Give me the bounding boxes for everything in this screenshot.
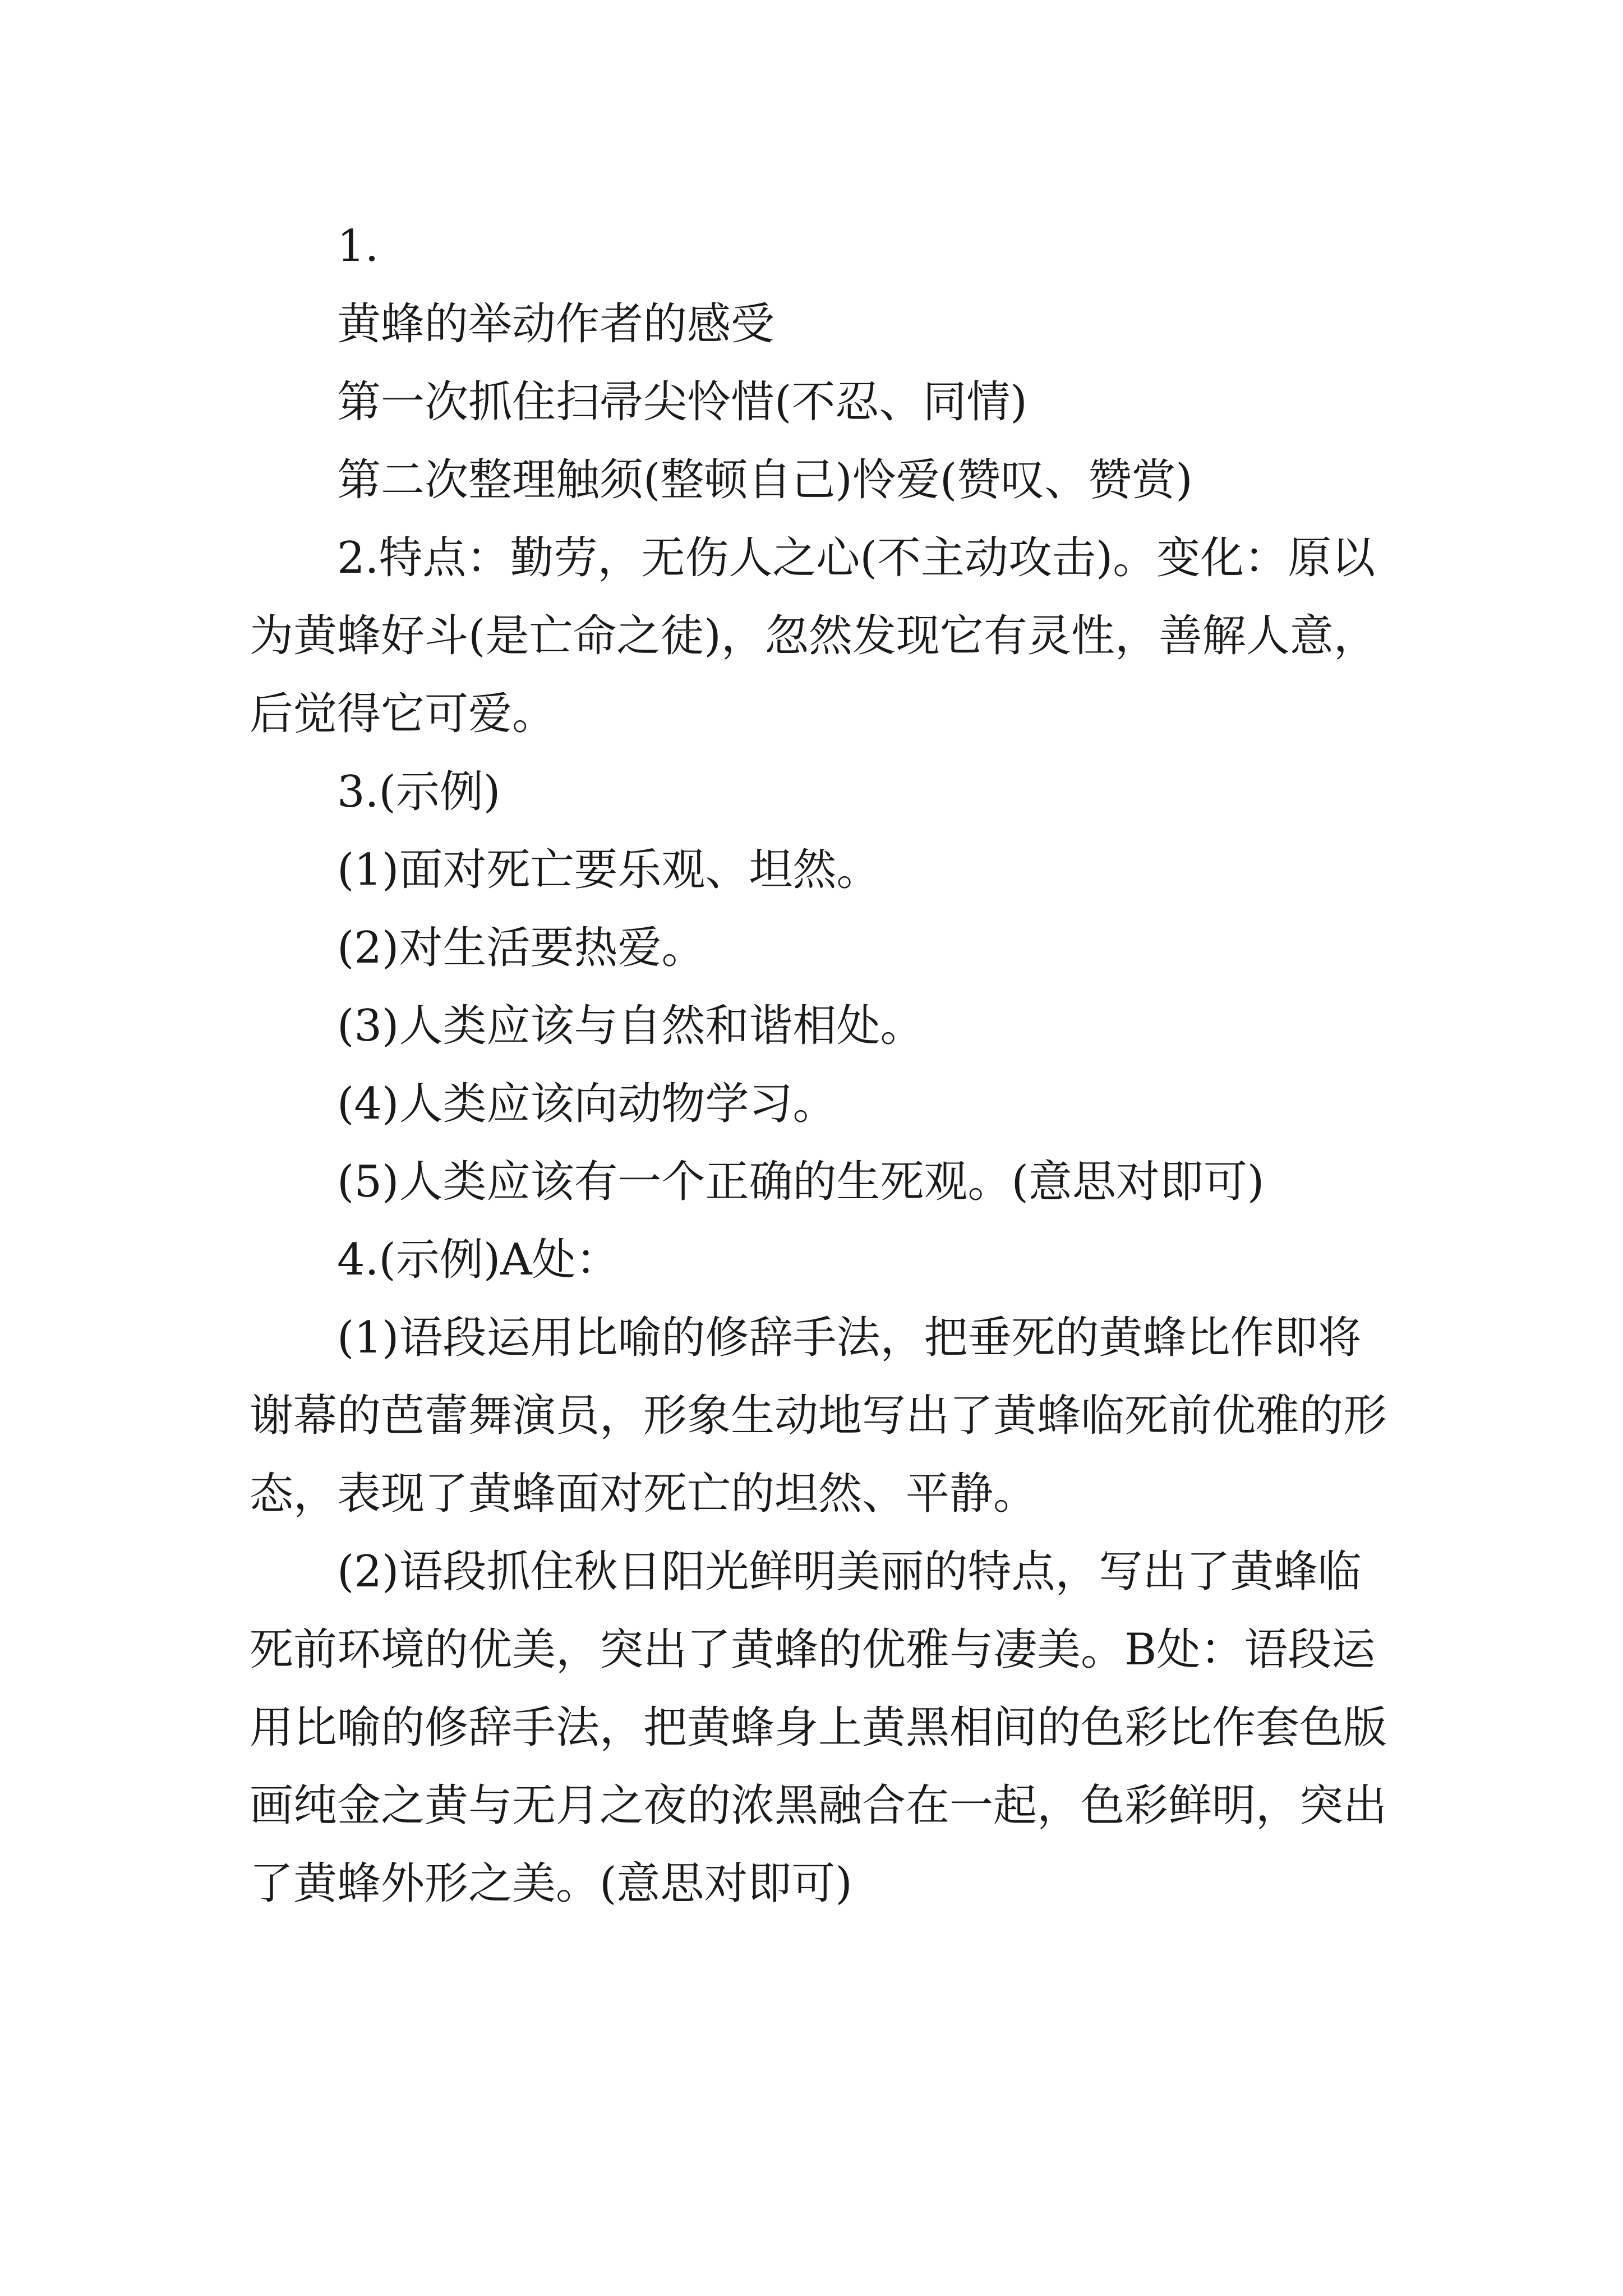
- paragraph-13: (1)语段运用比喻的修辞手法，把垂死的黄蜂比作即将谢幕的芭蕾舞演员，形象生动地写出了黄蜂临死前优雅的形态，表现了黄蜂面对死亡的坦然、平静。: [250, 1313, 1387, 1519]
- paragraph-10: (4)人类应该向动物学习。: [337, 1079, 837, 1129]
- paragraph-6: 3.(示例): [337, 767, 501, 817]
- paragraph-3: 第一次抓住扫帚尖怜惜(不忍、同情): [337, 377, 1027, 427]
- paragraph-7: (1)面对死亡要乐观、坦然。: [337, 845, 880, 895]
- paragraph-8: (2)对生活要热爱。: [337, 923, 706, 973]
- paragraph-5: 2.特点：勤劳，无伤人之心(不主动攻击)。变化：原以为黄蜂好斗(是亡命之徒)，忽然发现它有灵性，善解人意，后觉得它可爱。: [250, 533, 1377, 739]
- paragraph-9: (3)人类应该与自然和谐相处。: [337, 1001, 924, 1051]
- paragraph-4: 第二次整理触须(整顿自己)怜爱(赞叹、赞赏): [337, 455, 1193, 505]
- paragraph-2: 黄蜂的举动作者的感受: [337, 299, 775, 349]
- paragraph-14: (2)语段抓住秋日阳光鲜明美丽的特点，写出了黄蜂临死前环境的优美，突出了黄蜂的优雅与凄美。B处：语段运用比喻的修辞手法，把黄蜂身上黄黑相间的色彩比作套色版画纯金之黄与无月之夜的浓黑融合在一起，色彩鲜明，突出了黄蜂外形之美。(意思对即可): [250, 1547, 1387, 1909]
- paragraph-12: 4.(示例)A处：: [337, 1235, 620, 1285]
- paragraph-11: (5)人类应该有一个正确的生死观。(意思对即可): [337, 1157, 1265, 1207]
- document-body: [250, 208, 1388, 1923]
- paragraph-1: 1.: [337, 221, 379, 272]
